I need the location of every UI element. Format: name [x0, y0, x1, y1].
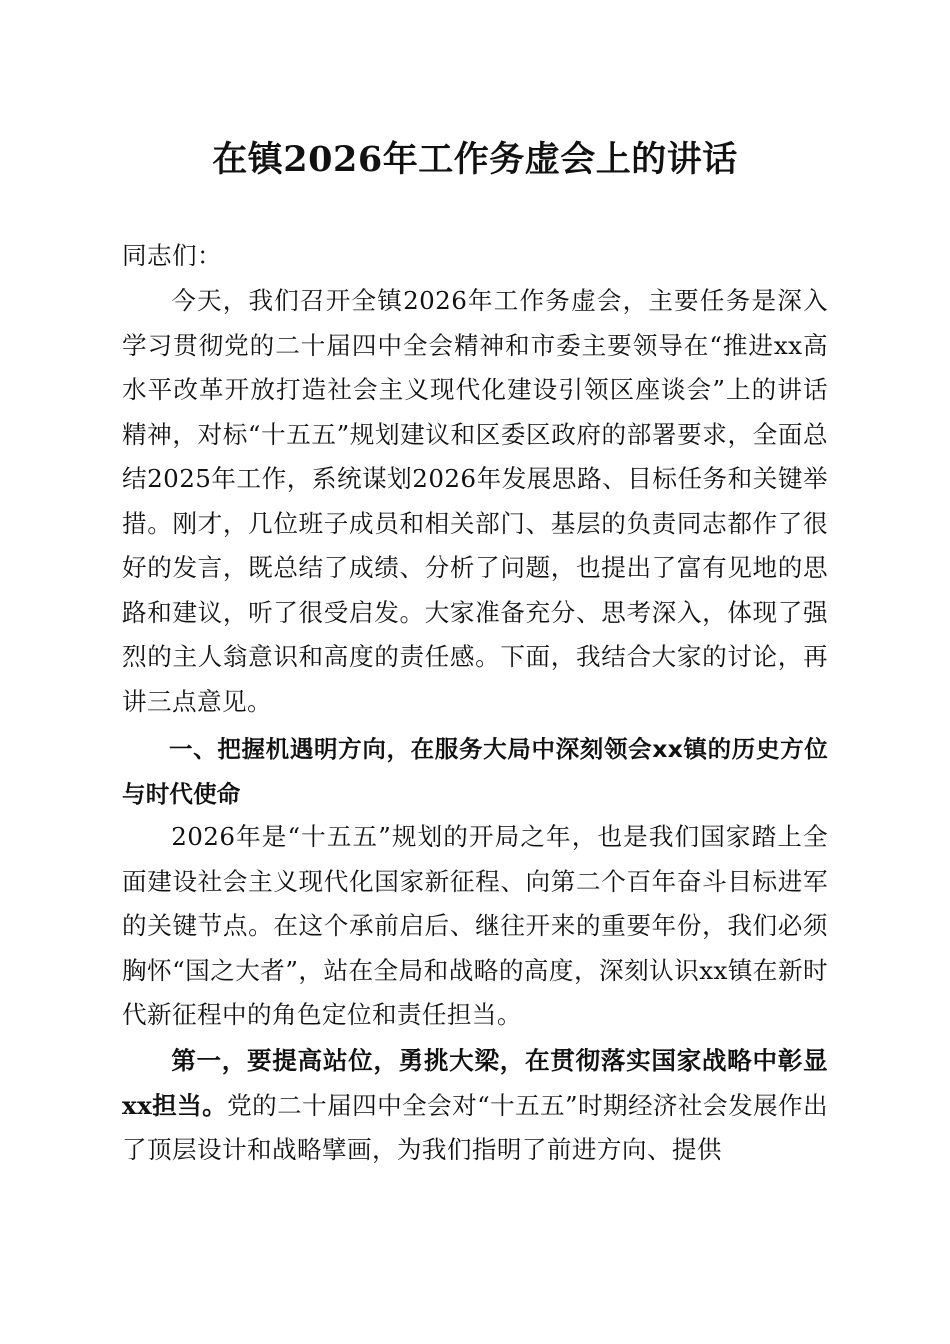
salutation: 同志们： — [122, 241, 222, 270]
intro-paragraph: 今天，我们召开全镇2026年工作务虚会，主要任务是深入学习贯彻党的二十届四中全会精神和市委主要领导在“推进xx高水平改革开放打造社会主义现代化建设引领区座谈会”上的讲话精神，对标“十五五”规划建议和区委区政府的部署要求，全面总结2025年工作，系统谋划2026年发展思路、目标任务和关键举措。刚才，几位班子成员和相关部门、基层的负责同志都作了很好的发言，既总结了成绩、分析了问题，也提出了富有见地的思路和建议，听了很受启发。大家准备充分、思考深入，体现了强烈的主人翁意识和高度的责任感。下面，我结合大家的讨论，再讲三点意见。 — [122, 286, 828, 716]
section-1-paragraph: 2026年是“十五五”规划的开局之年，也是我们国家踏上全面建设社会主义现代化国家新征程、向第二个百年奋斗目标进军的关键节点。在这个承前启后、继往开来的重要年份，我们必须胸怀“国之大者”，站在全局和战略的高度，深刻认识xx镇在新时代新征程中的角色定位和责任担当。 — [122, 822, 828, 1029]
point-1-paragraph — [122, 1039, 828, 1173]
point-1-body: 党的二十届四中全会对“十五五”时期经济社会发展作出了顶层设计和战略擘画，为我们指明了前进方向、提供 — [122, 1090, 828, 1164]
section-1-heading: 一、把握机遇明方向，在服务大局中深刻领会xx镇的历史方位与时代使命 — [122, 735, 828, 808]
point-1-lead: 第一，要提高站位，勇挑大梁，在贯彻落实国家战略中彰显xx担当。 — [122, 1046, 828, 1120]
document-title: 在镇2026年工作务虚会上的讲话 — [212, 139, 738, 180]
